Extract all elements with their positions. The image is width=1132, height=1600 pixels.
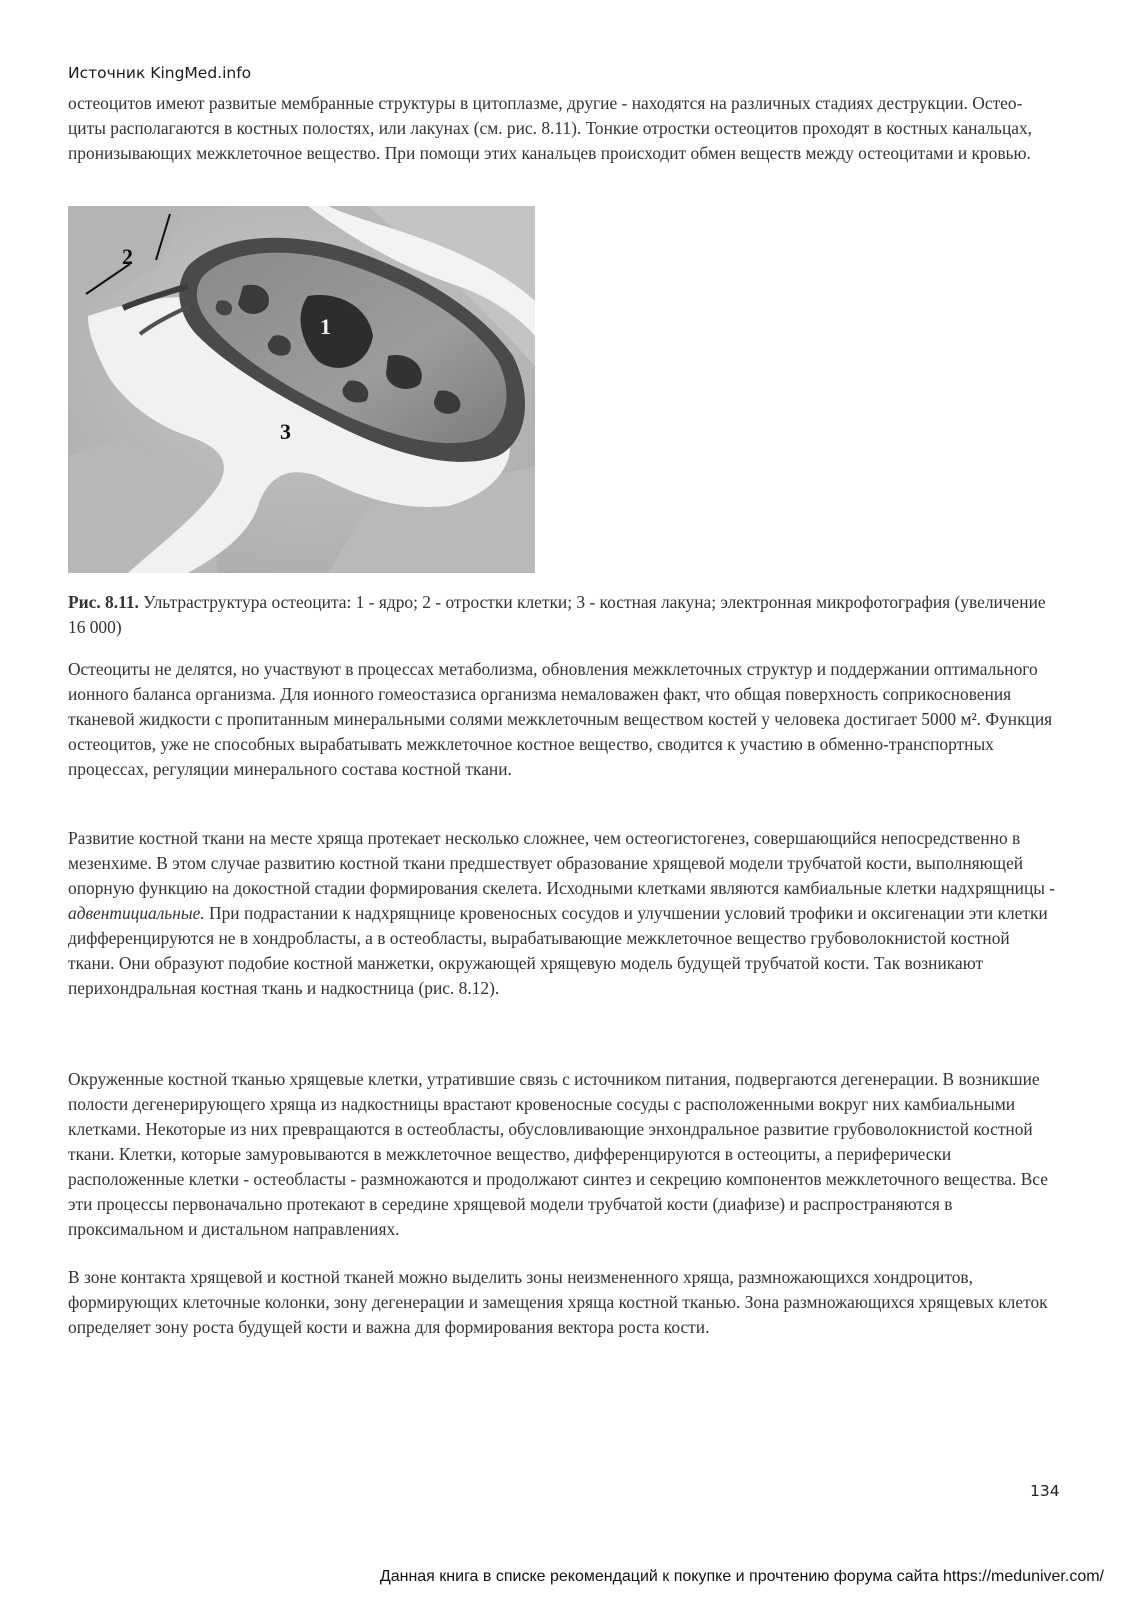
figure-caption (68, 590, 1058, 640)
paragraph-2-end: При подрастании к надхрящнице кровеносных сосудов и улучшении условий трофики и оксигенации эти клетки дифференцируются не в хондробласты, а в остеобласты, вырабатывающие межклеточное вещество грубоволокнистой костной ткани. Они образуют подобие костной манжетки, окружающей хрящевую модель будущей трубчатой кости. Так возникают перихондральная костная ткань и надкостница (рис. 8.12). (68, 903, 1048, 998)
paragraph-2-start: Развитие костной ткани на месте хряща протекает несколько сложнее, чем остеогистогенез, совершающийся непосредственно в мезенхиме. В этом случае развитию костной ткани предшествует образование хрящевой модели трубчатой кости, выполняющей опорную функцию на докостной стадии формирования скелета. Исходными клетками являются камбиальные клетки надхрящницы - (68, 828, 1056, 898)
caption-text: Ультраструктура остеоцита: 1 - ядро; 2 - отростки клетки; 3 - костная лакуна; электронная микрофотография (увеличение 16 000) (68, 592, 1046, 637)
page-number: 134 (1030, 1482, 1060, 1500)
paragraph-2 (68, 826, 1058, 1001)
figure-micrograph (68, 206, 535, 573)
paragraph-4: В зоне контакта хрящевой и костной тканей можно выделить зоны неизмененного хряща, размножающихся хондроцитов, формирующих клеточные колонки, зону дегенерации и замещения хряща костной тканью. Зона размножающихся хрящевых клеток определяет зону роста будущей кости и важна для формирования вектора роста кости. (68, 1267, 1048, 1337)
figure-label-3: 3 (280, 419, 291, 444)
source-header: Источник KingMed.info (68, 64, 252, 82)
footer-note: Данная книга в списке рекомендаций к покупке и прочтению форума сайта https://meduniver.com/ (379, 1568, 1104, 1585)
micrograph-image (68, 206, 535, 573)
intro-paragraph: остеоцитов имеют развитые мембранные структуры в цитоплазме, другие - находятся на различных стадиях деструкции. Остео-циты располагаются в костных полостях, или лакунах (см. рис. 8.11). Тонкие отростки остеоцитов проходят в костных канальцах, пронизывающих межклеточное вещество. При помощи этих канальцев происходит обмен веществ между остеоцитами и кровью. (68, 93, 1033, 163)
figure-label-2: 2 (122, 244, 133, 269)
paragraph-1: Остеоциты не делятся, но участвуют в процессах метаболизма, обновления межклеточных структур и поддержании оптимального ионного баланса организма. Для ионного гомеостазиса организма немаловажен факт, что общая поверхность соприкосновения тканевой жидкости с пропитанным минеральными солями межклеточным веществом костей у человека достигает 5000 м². Функция остеоцитов, уже не способных вырабатывать межклеточное костное вещество, сводится к участию в обменно-транспортных процессах, регуляции минерального состава костной ткани. (68, 659, 1053, 779)
paragraph-2-italic-term: адвентициальные. (68, 903, 205, 923)
paragraph-3: Окруженные костной тканью хрящевые клетки, утратившие связь с источником питания, подвергаются дегенерации. В возникшие полости дегенерирующего хряща из надкостницы врастают кровеносные сосуды с расположенными вокруг них камбиальными клетками. Некоторые из них превращаются в остеобласты, обусловливающие энхондральное развитие грубоволокнистой костной ткани. Клетки, которые замуровываются в межклеточное вещество, дифференцируются в остеоциты, а периферически расположенные клетки - остеобласты - размножаются и продолжают синтез и секрецию компонентов межклеточного вещества. Все эти процессы первоначально протекают в середине хрящевой модели трубчатой кости (диафизе) и распространяются в проксимальном и дистальном направлениях. (68, 1069, 1048, 1239)
figure-label-1: 1 (320, 314, 331, 339)
caption-lead: Рис. 8.11. (68, 592, 139, 612)
